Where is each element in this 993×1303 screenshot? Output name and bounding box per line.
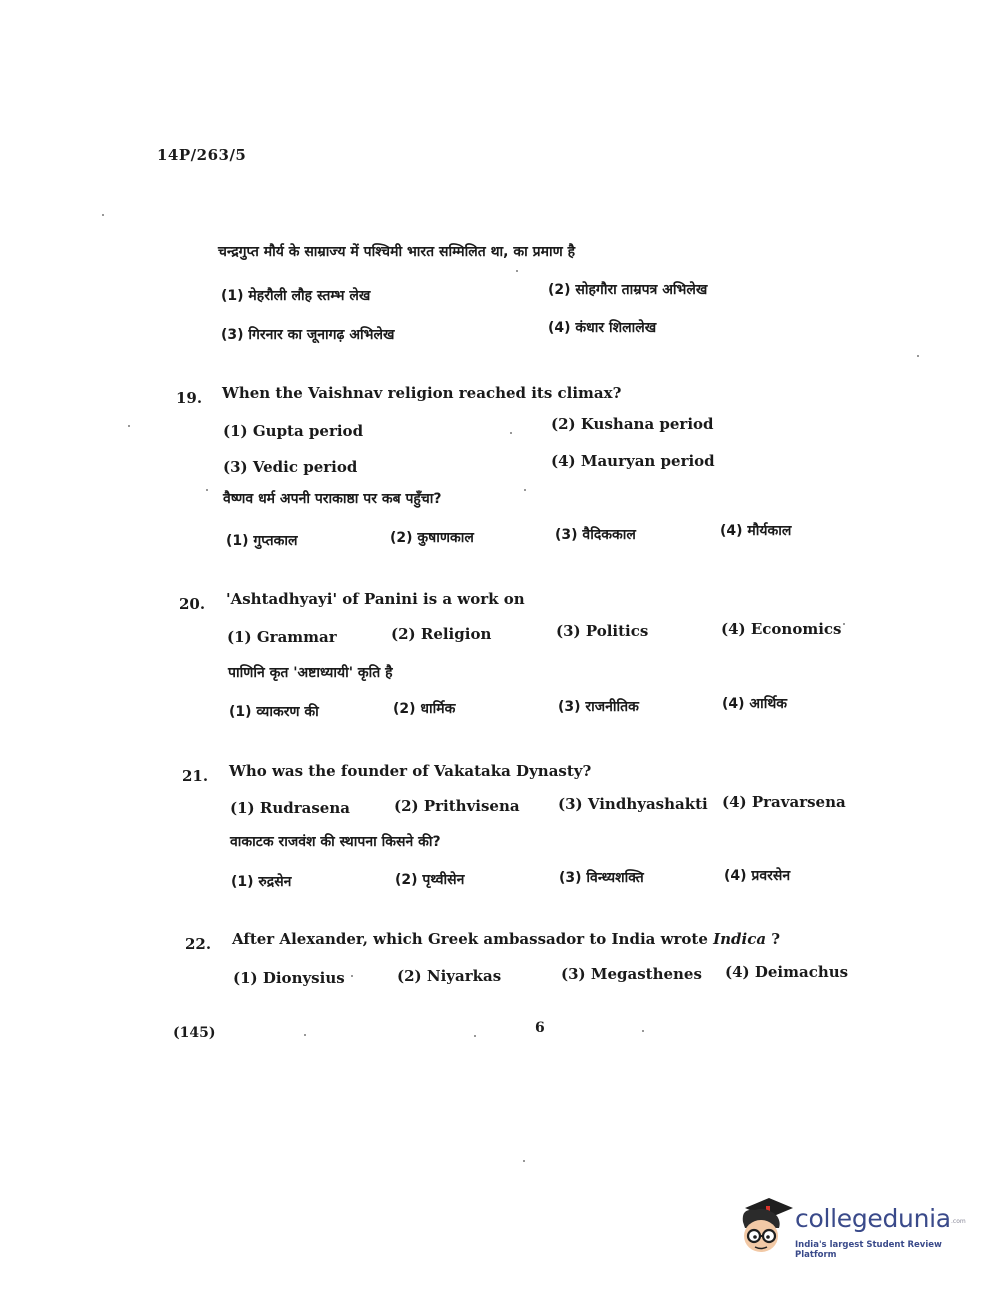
q21-hindi-option-2: (2) पृथ्वीसेन: [395, 872, 465, 888]
q19-option-4: (4) Mauryan period: [551, 452, 715, 470]
q18-hindi-option-4: (4) कंधार शिलालेख: [548, 320, 657, 336]
q22-question-book-title: Indica: [713, 930, 767, 948]
q18-hindi-option-2: (2) सोहगौरा ताम्रपत्र अभिलेख: [548, 282, 708, 298]
footer-code: (145): [173, 1025, 216, 1041]
q22-option-3: (3) Megasthenes: [561, 965, 702, 983]
q20-hindi-option-1: (1) व्याकरण की: [229, 704, 319, 720]
q22-number: 22.: [185, 935, 212, 953]
q22-question-prefix: After Alexander, which Greek ambassador to India wrote: [232, 930, 714, 948]
q21-option-2: (2) Prithvisena: [394, 797, 520, 815]
q19-hindi-option-3: (3) वैदिककाल: [555, 527, 636, 543]
page-number: 6: [535, 1020, 545, 1036]
q21-option-1: (1) Rudrasena: [230, 799, 350, 817]
paper-code: 14P/263/5: [157, 146, 247, 164]
q21-hindi-question: वाकाटक राजवंश की स्थापना किसने की?: [230, 834, 441, 850]
logo-mascot-icon: [737, 1192, 793, 1258]
q21-option-4: (4) Pravarsena: [722, 793, 846, 811]
q21-hindi-option-1: (1) रुद्रसेन: [231, 874, 292, 890]
q22-question: [232, 930, 780, 948]
q19-option-1: (1) Gupta period: [223, 422, 364, 440]
q18-hindi-option-1: (1) मेहरौली लौह स्तम्भ लेख: [221, 288, 371, 304]
q19-hindi-question: वैष्णव धर्म अपनी पराकाष्ठा पर कब पहुँचा?: [223, 491, 442, 507]
q22-option-4: (4) Deimachus: [725, 963, 849, 981]
q21-number: 21.: [182, 767, 209, 785]
q22-option-1: (1) Dionysius: [233, 969, 345, 987]
q18-hindi-question: चन्द्रगुप्त मौर्य के साम्राज्य में पश्चिमी भारत सम्मिलित था, का प्रमाण है: [218, 244, 576, 260]
q21-option-3: (3) Vindhyashakti: [558, 795, 708, 813]
q22-question-suffix: ?: [766, 930, 781, 948]
q19-hindi-option-4: (4) मौर्यकाल: [720, 523, 792, 539]
q20-option-2: (2) Religion: [391, 625, 492, 643]
q20-hindi-option-2: (2) धार्मिक: [393, 701, 456, 717]
q20-option-4: (4) Economics: [721, 620, 842, 638]
logo-wordmark: collegedunia: [795, 1204, 951, 1233]
q20-hindi-option-4: (4) आर्थिक: [722, 696, 788, 712]
q20-number: 20.: [179, 595, 206, 613]
q18-hindi-option-3: (3) गिरनार का जूनागढ़ अभिलेख: [221, 327, 395, 343]
q22-option-2: (2) Niyarkas: [397, 967, 502, 985]
q19-option-2: (2) Kushana period: [551, 415, 714, 433]
q19-hindi-option-2: (2) कुषाणकाल: [390, 530, 474, 546]
logo-tagline: India's largest Student Review Platform: [795, 1240, 942, 1260]
q20-hindi-question: पाणिनि कृत 'अष्टाध्यायी' कृति है: [228, 665, 393, 681]
q20-option-1: (1) Grammar: [227, 628, 337, 646]
q19-hindi-option-1: (1) गुप्तकाल: [226, 533, 298, 549]
logo-domain-suffix: .com: [951, 1218, 966, 1225]
collegedunia-logo: [737, 1192, 966, 1262]
q21-hindi-option-3: (3) विन्ध्यशक्ति: [559, 870, 644, 886]
q20-question: 'Ashtadhyayi' of Panini is a work on: [226, 590, 525, 608]
q20-hindi-option-3: (3) राजनीतिक: [558, 699, 639, 715]
q21-question: Who was the founder of Vakataka Dynasty?: [229, 762, 592, 780]
q21-hindi-option-4: (4) प्रवरसेन: [724, 868, 791, 884]
q19-number: 19.: [176, 389, 203, 407]
q20-option-3: (3) Politics: [556, 622, 649, 640]
q19-option-3: (3) Vedic period: [223, 458, 358, 476]
q19-question: When the Vaishnav religion reached its climax?: [222, 384, 622, 402]
